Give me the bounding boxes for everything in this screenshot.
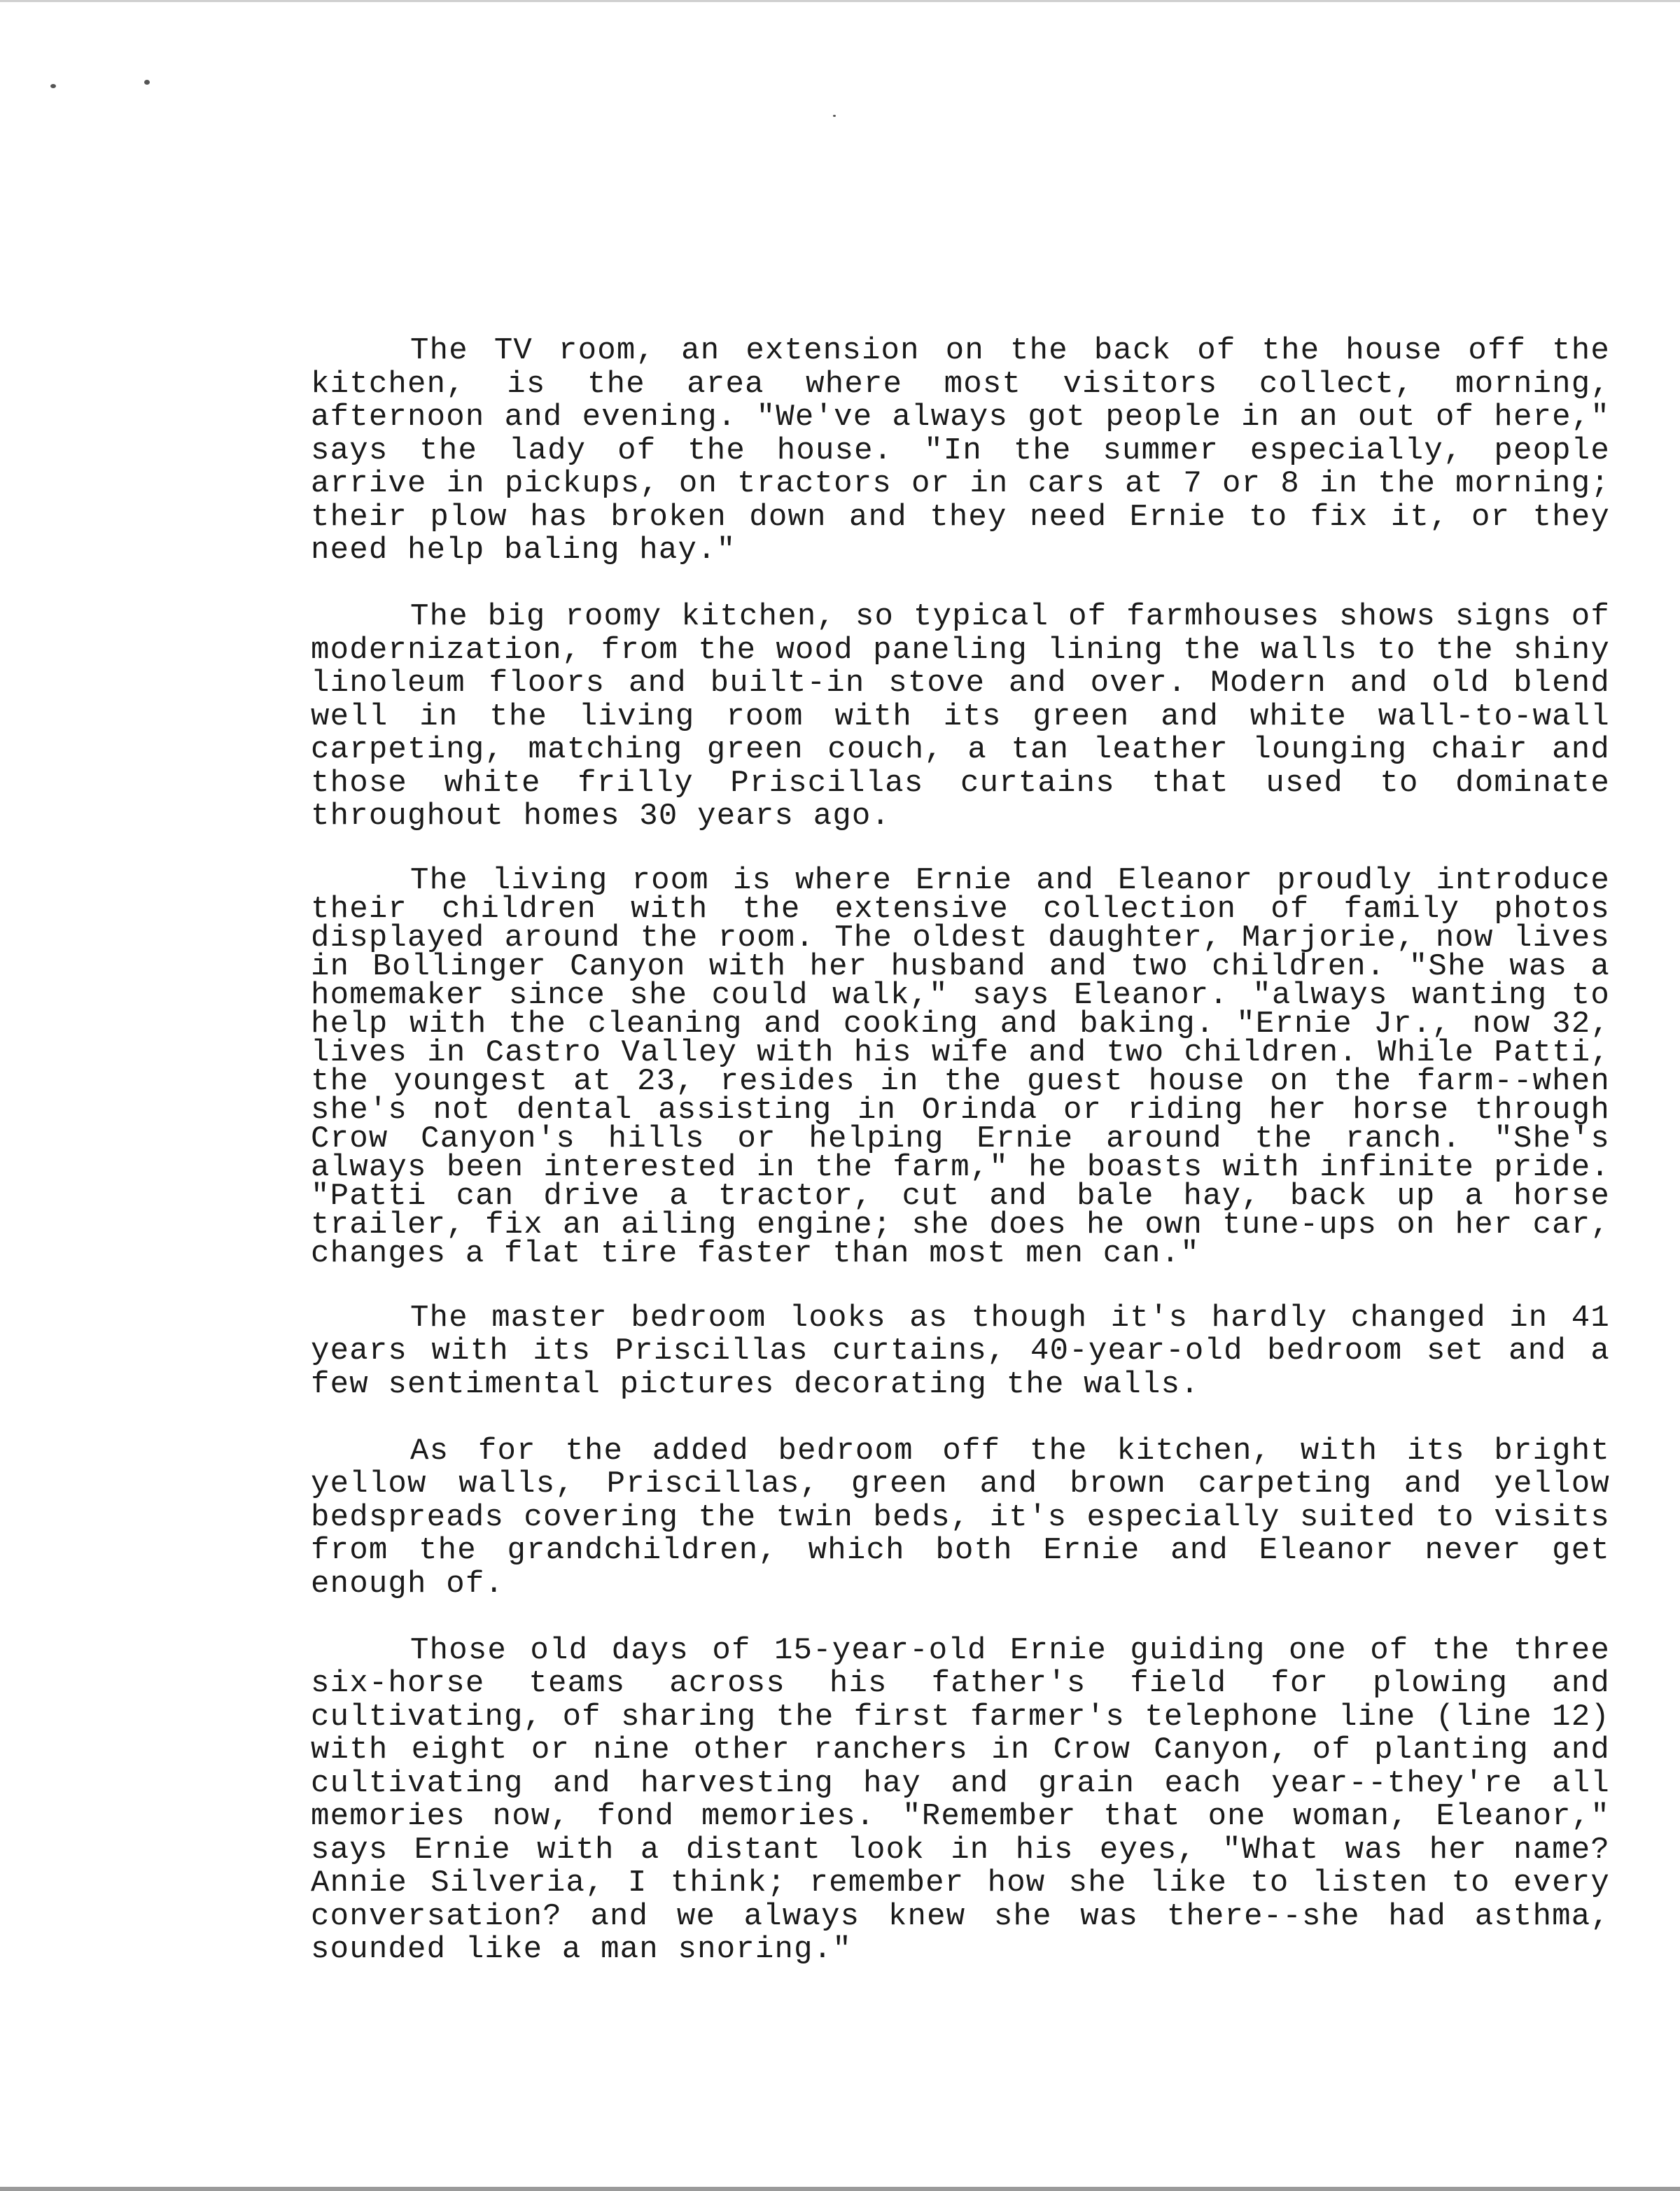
scan-bottom-edge bbox=[0, 2187, 1680, 2191]
scan-speck bbox=[50, 84, 56, 88]
scan-speck bbox=[144, 80, 150, 85]
paragraph-old-days: Those old days of 15-year-old Ernie guiding one of the three six-horse teams across his father's field for plowing and cultivating, of sharing the first farmer's telephone line (line 12) with eight or nine other ranchers in Crow Canyon, of planting and cultivating and harvesting hay and grain each year--they're all memories now, fond memories. "Remember that one woman, Eleanor," says Ernie with a distant look in his eyes, "What was her name? Annie Silveria, I think; remember how she like to listen to every conversation? and we always knew she was there--she had asthma, sounded like a man snoring." bbox=[311, 1632, 1610, 1967]
paragraph-tv-room: The TV room, an extension on the back of the house off the kitchen, is the area where most visitors collect, morning, afternoon and evening. "We've always got people in an out of here," says the lady of the house. "In the summer especially, people arrive in pickups, on tractors or in cars at 7 or 8 in the morning; their plow has broken down and they need Ernie to fix it, or they need help baling hay." bbox=[311, 333, 1610, 568]
paragraph-kitchen: The big roomy kitchen, so typical of farmhouses shows signs of modernization, from the wood paneling lining the walls to the shiny linoleum floors and built-in stove and over. Modern and old blend well in the living room with its green and white wall-to-wall carpeting, matching green couch, a tan leather lounging chair and those white frilly Priscillas curtains that used to dominate throughout homes 30 years ago. bbox=[311, 599, 1610, 834]
paragraph-living-room: The living room is where Ernie and Eleanor proudly introduce their children with the extensive collection of family photos displayed around the room. The oldest daughter, Marjorie, now lives in Bollinger Canyon with her husband and two children. "She was a homemaker since she could walk," says Eleanor. "always wanting to help with the cleaning and cooking and baking. "Ernie Jr., now 32, lives in Castro Valley with his wife and two children. While Patti, the youngest at 23, resides in the guest house on the farm--when she's not dental assisting in Orinda or riding her horse through Crow Canyon's hills or helping Ernie around the ranch. "She's always been interested in the farm," he boasts with infinite pride. "Patti can drive a tractor, cut and bale hay, back up a horse trailer, fix an ailing engine; she does he own tune-ups on her car, changes a flat tire faster than most men can." bbox=[311, 863, 1610, 1271]
paragraph-master-bedroom: The master bedroom looks as though it's hardly changed in 41 years with its Priscillas curtains, 40-year-old bedroom set and a few sentimental pictures decorating the walls. bbox=[311, 1300, 1610, 1402]
scan-speck bbox=[833, 115, 836, 117]
scan-top-edge bbox=[0, 0, 1680, 2]
document-body bbox=[311, 335, 1610, 1967]
paragraph-added-bedroom: As for the added bedroom off the kitchen, with its bright yellow walls, Priscillas, green and brown carpeting and yellow bedspreads covering the twin beds, it's especially suited to visits from the grandchildren, which both Ernie and Eleanor never get enough of. bbox=[311, 1433, 1610, 1602]
